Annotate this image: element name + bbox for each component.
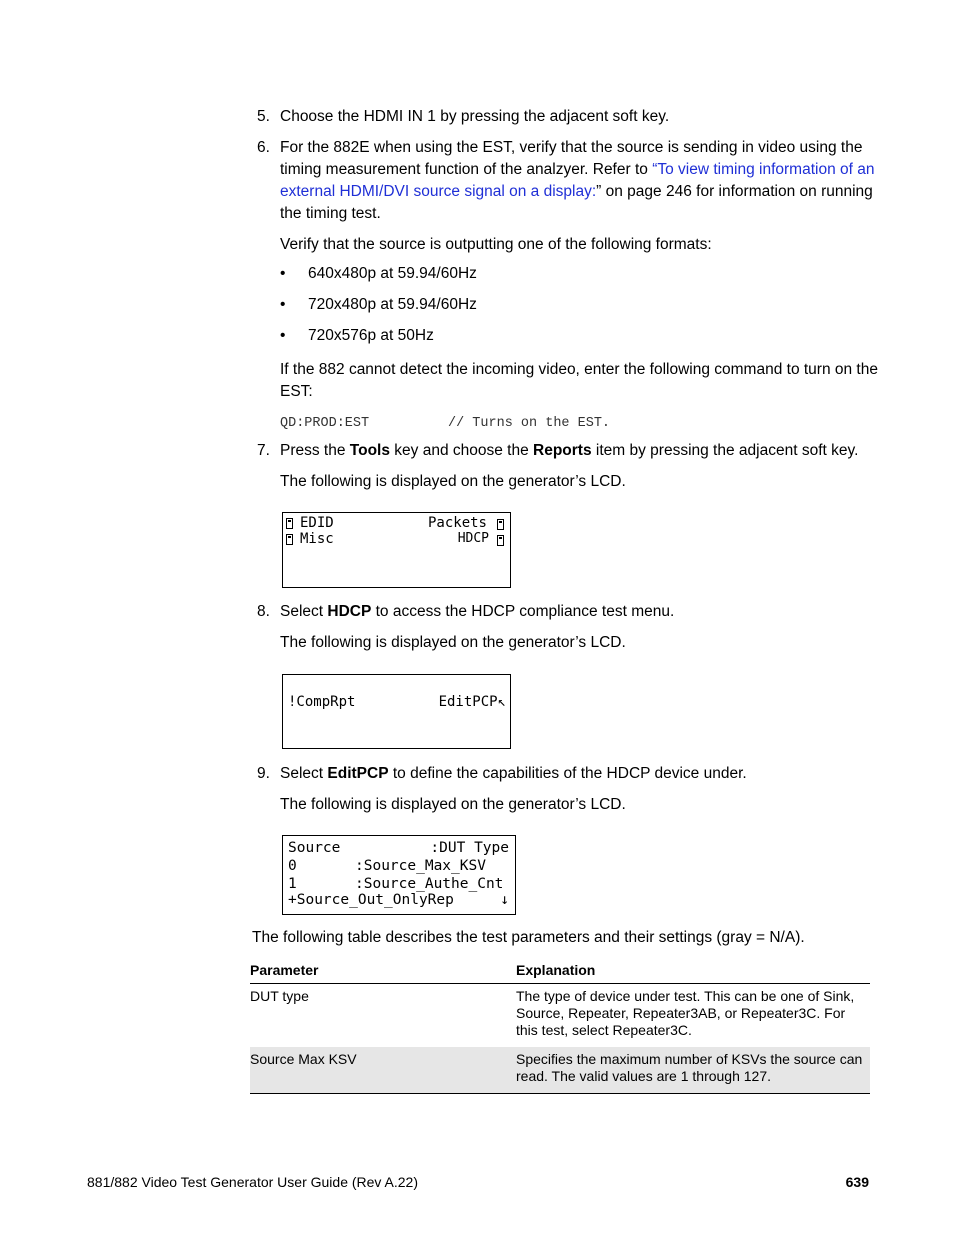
step-9-text-a: Select — [280, 765, 328, 782]
if-text-line-2: EST: — [280, 383, 313, 400]
timing-info-link-cont[interactable]: external HDMI/DVI source signal on a display: — [280, 183, 597, 200]
step-7-text-a: Press the — [280, 442, 350, 459]
format-item-2: 720x480p at 59.94/60Hz — [308, 296, 477, 313]
format-item-1: 640x480p at 59.94/60Hz — [308, 265, 477, 282]
step-5-text: Choose the HDMI IN 1 by pressing the adjacent soft key. — [280, 108, 670, 125]
lcd-display-editpcp — [282, 835, 516, 915]
lcd-edid: EDID — [300, 515, 334, 531]
step-8-text — [280, 601, 674, 623]
step-7-text — [280, 440, 858, 462]
editpcp-label: EditPCP — [327, 765, 389, 782]
edid-key-icon — [286, 516, 293, 532]
code-command: QD:PROD:EST — [280, 416, 370, 431]
step-8-text-a: Select — [280, 603, 328, 620]
step-7-text-b: key and choose the — [389, 442, 534, 459]
reports-item-label: Reports — [533, 442, 592, 459]
lcd-misc: Misc — [300, 531, 334, 547]
step-8-number: 8. — [257, 603, 270, 620]
format-item-3: 720x576p at 50Hz — [308, 327, 434, 344]
table-intro: The following table describes the test parameters and their settings (gray = N/A). — [252, 929, 805, 946]
if-text-line-1: If the 882 cannot detect the incoming video, enter the following command to turn on the — [280, 361, 878, 378]
explanation-line: read. The valid values are 1 through 127. — [516, 1068, 772, 1084]
step-9-text — [280, 763, 747, 785]
step-8-text-b: to access the HDCP compliance test menu. — [371, 603, 675, 620]
lcd-hdcp: HDCP — [457, 531, 489, 546]
explanation-cell — [516, 984, 870, 1048]
step-6-line-2 — [280, 159, 880, 181]
explanation-cell — [516, 1047, 870, 1094]
lcd-intro-3: The following is displayed on the generator’s LCD. — [280, 796, 626, 813]
step-6-number: 6. — [257, 139, 270, 156]
verify-text: Verify that the source is outputting one of the following formats: — [280, 236, 712, 253]
step-7-number: 7. — [257, 442, 270, 459]
lcd-source-authe-cnt: :Source_Authe_Cnt — [355, 876, 504, 892]
timing-info-link[interactable]: “To view timing information of an — [652, 161, 875, 178]
explanation-line: The type of device under test. This can be one of Sink, — [516, 988, 855, 1004]
step-6-line-1: For the 882E when using the EST, verify that the source is sending in video using the — [280, 139, 863, 156]
table-row — [250, 984, 870, 1048]
step-6-line-3-text: ” on page 246 for information on running — [596, 183, 873, 200]
hdcp-key-icon — [497, 533, 504, 549]
lcd-source-out-onlyrep: +Source_Out_OnlyRep — [288, 892, 454, 908]
lcd-display-reports — [282, 512, 511, 588]
table-header-row — [250, 958, 870, 984]
table-row — [250, 1047, 870, 1094]
lcd-source-max-ksv: :Source_Max_KSV — [355, 858, 486, 874]
explanation-line: Source, Repeater, Repeater3AB, or Repeater3C. For — [516, 1005, 846, 1021]
param-cell: Source Max KSV — [250, 1047, 516, 1094]
hdcp-label: HDCP — [327, 603, 372, 620]
explanation-line: Specifies the maximum number of KSVs the source can — [516, 1051, 863, 1067]
step-6-line-2-text: timing measurement function of the analzyer. Refer to — [280, 161, 653, 178]
tools-key-label: Tools — [349, 442, 390, 459]
step-6-paragraph — [280, 137, 880, 225]
page-number: 639 — [845, 1174, 869, 1190]
lcd-editpcp: EditPCP↖ — [438, 694, 506, 710]
lcd-intro-2: The following is displayed on the generator’s LCD. — [280, 634, 626, 651]
down-arrow-icon: ↓ — [500, 892, 509, 908]
header-parameter: Parameter — [250, 958, 516, 984]
lcd-value-0: 0 — [288, 858, 297, 874]
lcd-dut-type: :DUT Type — [430, 840, 509, 856]
step-6-line-4: the timing test. — [280, 205, 381, 222]
lcd-packets: Packets — [427, 515, 487, 531]
step-7-text-c: item by pressing the adjacent soft key. — [591, 442, 859, 459]
lcd-comprpt: !CompRpt — [288, 694, 356, 710]
explanation-line: this test, select Repeater3C. — [516, 1022, 692, 1038]
lcd-display-hdcp — [282, 674, 511, 749]
step-9-text-b: to define the capabilities of the HDCP device under. — [388, 765, 747, 782]
packets-key-icon — [497, 517, 504, 533]
footer-title: 881/882 Video Test Generator User Guide (Rev A.22) — [87, 1174, 419, 1190]
bullet: • — [280, 327, 286, 344]
bullet: • — [280, 265, 286, 282]
header-explanation: Explanation — [516, 958, 870, 984]
step-9-number: 9. — [257, 765, 270, 782]
bullet: • — [280, 296, 286, 313]
step-5-number: 5. — [257, 108, 270, 125]
step-6-line-3 — [280, 181, 880, 203]
lcd-source: Source — [288, 840, 341, 856]
lcd-intro-1: The following is displayed on the generator’s LCD. — [280, 473, 626, 490]
parameter-table — [250, 958, 870, 1094]
lcd-value-1: 1 — [288, 876, 297, 892]
code-comment: // Turns on the EST. — [448, 416, 611, 431]
param-cell: DUT type — [250, 988, 309, 1004]
misc-key-icon — [286, 532, 293, 548]
